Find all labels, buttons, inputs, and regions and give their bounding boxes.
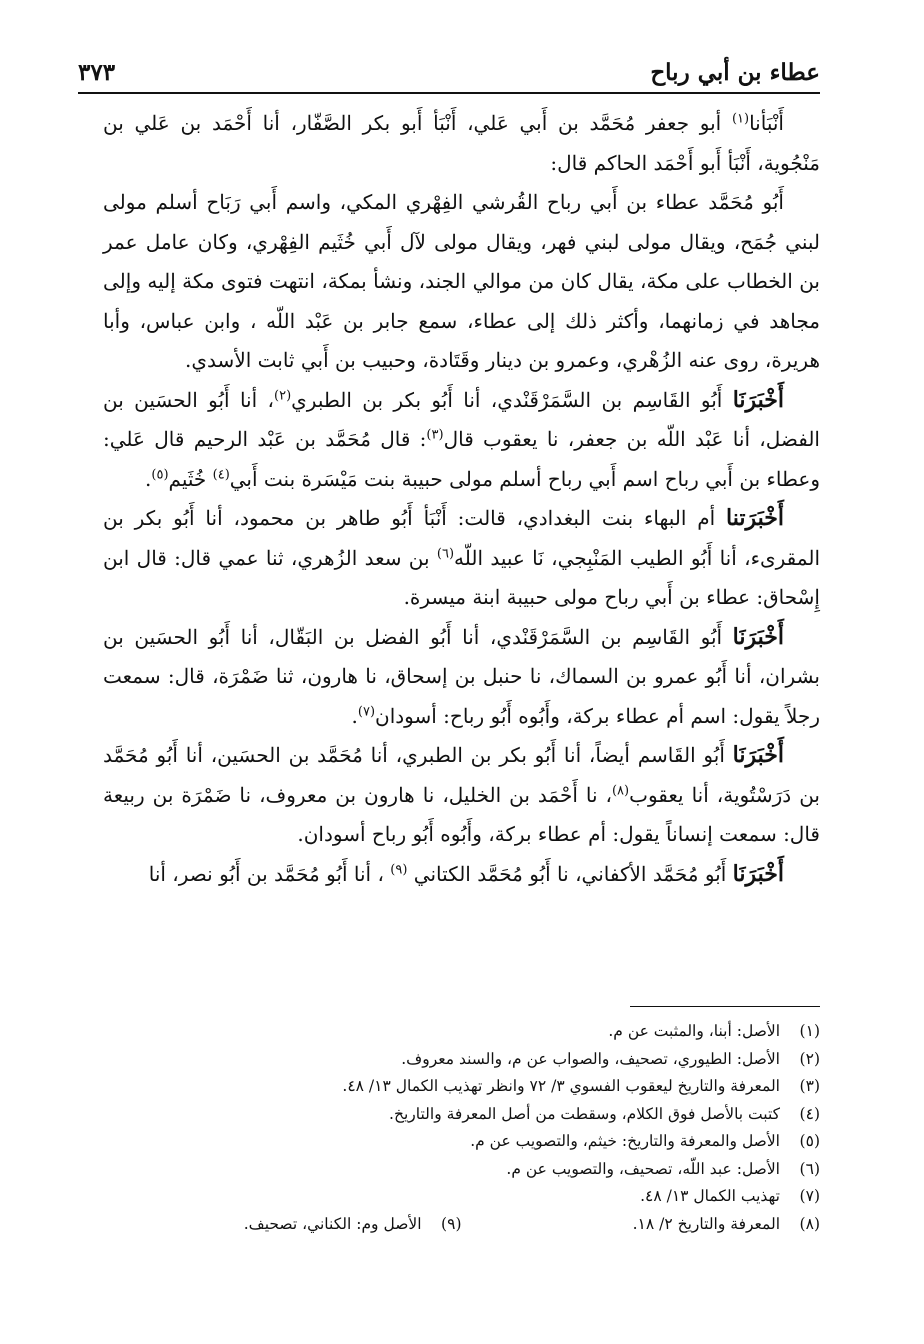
paragraph-text: أم البهاء بنت البغدادي، قالت: أَنْبَأ أَبُو طاهر بن محمود، أنا أَبُو بكر بن المقرىء، أنا أَبُو الطيب المَنْبِجي، نَا عبيد اللّه bbox=[103, 506, 820, 570]
paragraph-text: . bbox=[145, 466, 152, 491]
isnad-keyword: أَخْبَرَنَا bbox=[732, 623, 784, 650]
paragraph bbox=[103, 381, 820, 500]
footnote bbox=[103, 1018, 820, 1046]
footnote-text: الأصل: الطيوري، تصحيف، والصواب عن م، والسند معروف. bbox=[401, 1049, 780, 1068]
paragraph-text: أَبُو مُحَمَّد الأكفاني، نا أَبُو مُحَمَّد الكتاني bbox=[407, 861, 733, 886]
paragraph-text: أَبُو القَاسِم بن السَّمَرْقَنْدي، أنا أَبُو الفضل بن البَقّال، أنا أَبُو الحسَين بن بشران، أنا أَبُو عمرو بن السماك، نا حنبل بن إسحاق، نا هارون، ثنا ضَمْرَة، قال: سمعت رجلاً يقول: اسم أم عطاء بركة، وأَبُوه أَبُو رباح: أسودان bbox=[103, 624, 820, 728]
paragraph-text: أبو جعفر مُحَمَّد بن أَبي عَلي، أَنْبَأ أَبو بكر الصَّفّار، أنا أَحْمَد بن عَلي بن مَنْجُوية، أَنْبَأ أَبو أَحْمَد الحاكم قال: bbox=[103, 111, 820, 175]
footnote bbox=[103, 1183, 820, 1211]
isnad-keyword: أَخْبَرَنَا bbox=[732, 860, 784, 887]
footnote-text: تهذيب الكمال ١٣/ ٤٨. bbox=[640, 1187, 780, 1205]
paragraph-text: أَبُو مُحَمَّد عطاء بن أَبي رباح القُرشي الفِهْري المكي، واسم أَبي رَبَاح أسلم مولى لبني جُمَح، ويقال مولى لبني فهر، ويقال مولى لآل أَبي خُثَيم الفِهْري، وكان عامل عمر بن الخطاب على مكة، يقال كان من موالي الجند، ونشأ بمكة، انتهت فتوى مكة إليه وإلى مجاهد في زمانهما، وأكثر ذلك إلى عطاء، سمع جابر بن عَبْد اللّه ، وابن عباس، وأبا هريرة، روى عنه الزُهْري، وعمرو بن دينار وقَتَادة، وحبيب بن أَبي ثابت الأسدي. bbox=[103, 190, 820, 372]
footnote-marker: (٦) bbox=[436, 545, 455, 561]
footnotes bbox=[103, 1018, 820, 1238]
paragraph bbox=[103, 183, 820, 381]
footnote-number: (٩) bbox=[441, 1214, 462, 1233]
running-title: عطاء بن أبي رباح bbox=[650, 58, 820, 86]
footnote-text: المعرفة والتاريخ ليعقوب الفسوي ٣/ ٧٢ وانظر تهذيب الكمال ١٣/ ٤٨. bbox=[342, 1077, 780, 1095]
footnote-text: كتبت بالأصل فوق الكلام، وسقطت من أصل المعرفة والتاريخ. bbox=[389, 1104, 780, 1123]
footnote-number: (٢) bbox=[799, 1049, 820, 1068]
main-text bbox=[103, 104, 820, 894]
footnote-marker: (٧) bbox=[357, 703, 376, 719]
paragraph-text: . bbox=[351, 703, 358, 728]
footnote-marker: (٤) bbox=[212, 466, 230, 482]
paragraph bbox=[103, 618, 820, 737]
isnad-keyword: أَخْبَرَنَا bbox=[732, 742, 784, 768]
footnote-number: (٤) bbox=[799, 1104, 820, 1123]
footnote bbox=[103, 1156, 820, 1184]
footnote bbox=[103, 1211, 462, 1239]
paragraph-text: أَنْبَأنا bbox=[749, 111, 784, 135]
footnote-number: (٧) bbox=[799, 1187, 820, 1205]
paragraph bbox=[103, 736, 820, 855]
paragraph bbox=[103, 855, 820, 895]
footnote-marker: (٥) bbox=[151, 466, 169, 482]
footnote bbox=[103, 1046, 820, 1074]
footnote-number: (١) bbox=[799, 1022, 820, 1040]
paragraph-text: خُثَيم bbox=[168, 466, 213, 491]
footnote-number: (٦) bbox=[799, 1159, 820, 1178]
footnote-text: الأصل: عبد اللّه، تصحيف، والتصويب عن م. bbox=[506, 1159, 780, 1178]
isnad-keyword: أَخْبَرَنَا bbox=[732, 386, 785, 413]
footnote-text: الأصل والمعرفة والتاريخ: خيثم، والتصويب عن م. bbox=[470, 1132, 780, 1150]
paragraph-text: أَبُو القَاسم أيضاً، أنا أَبُو بكر بن الطبري، أنا مُحَمَّد بن الحسَين، أنا أَبُو مُحَمَّد بن دَرَسْتُوية، أنا يعقوب bbox=[103, 743, 820, 807]
footnote-marker: (١) bbox=[731, 111, 750, 127]
paragraph-text: ، نا أَحْمَد بن الخليل، نا هارون بن معروف، نا ضَمْرَة بن ربيعة قال: سمعت إنساناً يقول: أم عطاء بركة، وأَبُوه أَبُو رباح أسودان. bbox=[103, 782, 820, 846]
paragraph bbox=[103, 499, 820, 618]
footnote-marker: (٨) bbox=[611, 782, 630, 798]
paragraph-text: : قال مُحَمَّد بن عَبْد الرحيم قال عَلي: وعطاء بن أَبي رباح اسم أَبي رباح أسلم مولى حبيبة بنت مَيْسَرة بنت أَبي bbox=[103, 427, 820, 491]
paragraph-text: بن سعد الزُهري، ثنا عمي قال: قال ابن إِسْحاق: عطاء بن أَبي رباح مولى حبيبة ابنة ميسرة. bbox=[103, 545, 820, 609]
isnad-keyword: أَخْبَرَتنا bbox=[726, 505, 784, 531]
footnote-number: (٥) bbox=[799, 1132, 820, 1150]
footnote-separator bbox=[630, 1006, 820, 1007]
footnote-text: المعرفة والتاريخ ٢/ ١٨. bbox=[632, 1214, 780, 1233]
paragraph-text: ، أنا أَبُو الحسَين بن الفضل، أنا عَبْد اللّه بن جعفر، نا يعقوب قال bbox=[103, 387, 820, 451]
footnote bbox=[103, 1101, 820, 1129]
footnote-number: (٣) bbox=[799, 1077, 820, 1095]
footnote-marker: (٣) bbox=[426, 427, 444, 443]
paragraph-text: ، أنا أَبُو مُحَمَّد بن أَبُو نصر، أنا bbox=[148, 861, 391, 886]
footnote-text: الأصل وم: الكناني، تصحيف. bbox=[243, 1214, 422, 1233]
paragraph bbox=[103, 104, 820, 183]
footnote bbox=[462, 1211, 821, 1239]
footnote-number: (٨) bbox=[799, 1214, 820, 1233]
footnote-text: الأصل: أبنا، والمثبت عن م. bbox=[608, 1022, 780, 1040]
footnote-marker: (٢) bbox=[274, 387, 292, 403]
footnote-pair-row bbox=[103, 1211, 820, 1239]
page-number: ٣٧٣ bbox=[78, 58, 116, 86]
paragraph-text: أَبُو القَاسِم بن السَّمَرْقَنْدي، أنا أَبُو بكر بن الطبري bbox=[291, 387, 733, 412]
footnote bbox=[103, 1128, 820, 1156]
footnote bbox=[103, 1073, 820, 1101]
footnote-marker: (٩) bbox=[390, 861, 408, 877]
page-header bbox=[78, 52, 820, 94]
